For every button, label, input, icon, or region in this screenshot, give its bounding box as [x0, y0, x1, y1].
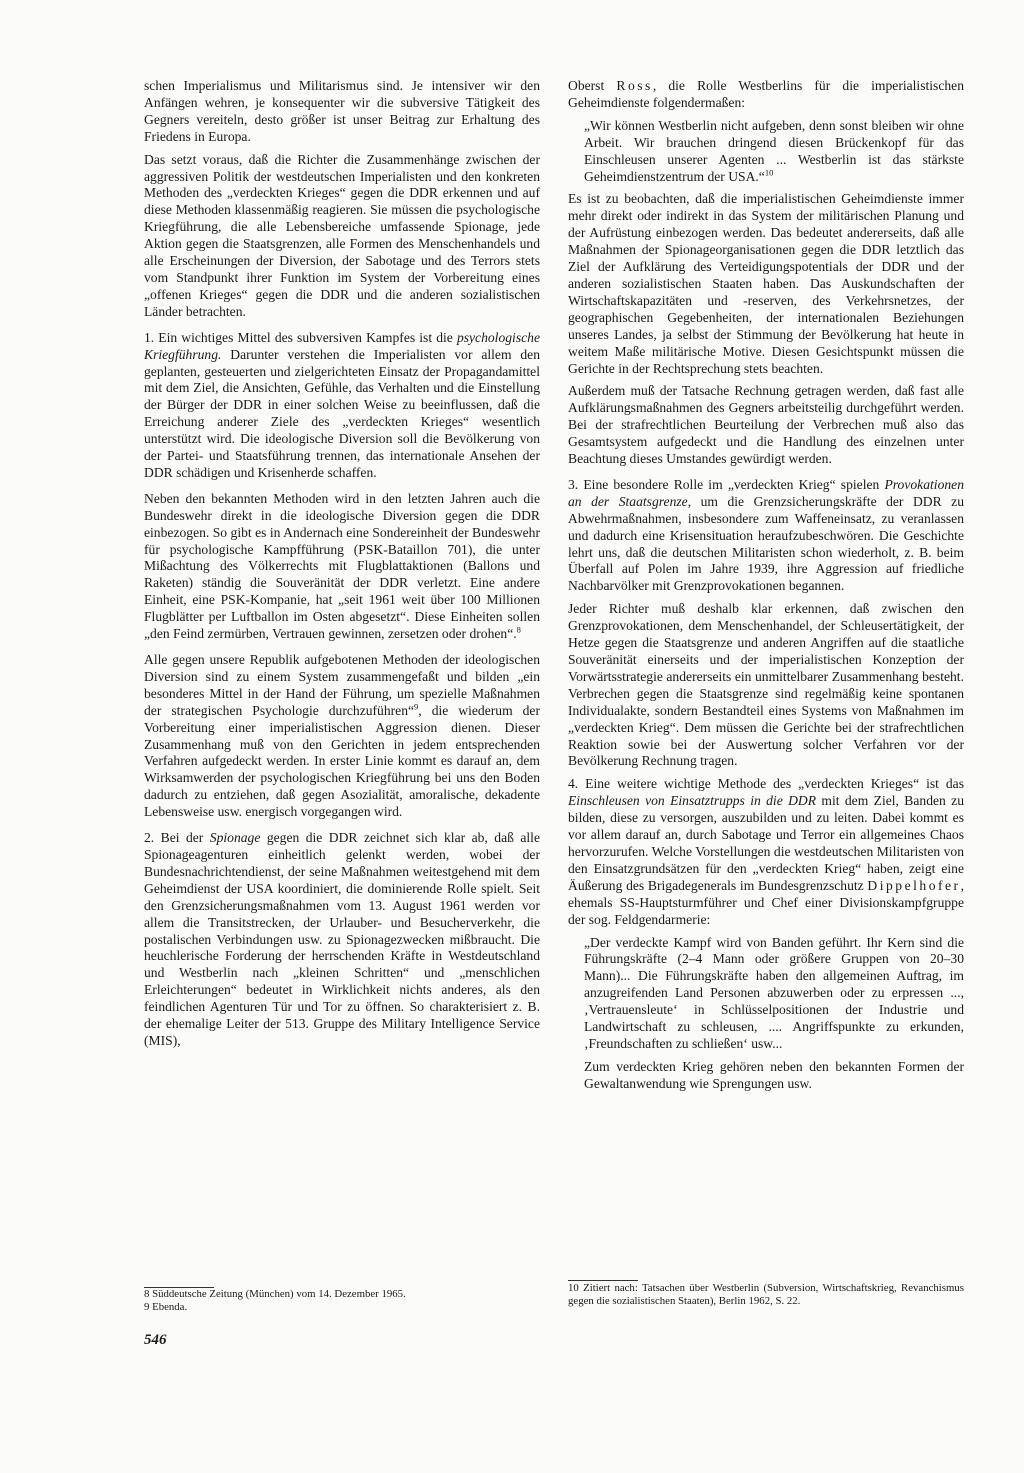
footnotes-right: [568, 1282, 964, 1307]
paragraph: Außerdem muß der Tatsache Rechnung getragen werden, daß fast alle Aufklärungsmaßnahmen des Gegners arbeitsteilig durchgeführt werden. Bei der strafrechtlichen Beurteilung der Verbrechen muß also das Gesamtsystem aufgedeckt und die Handlung des einzelnen unter Beachtung dieses Umstandes gewürdigt werden.: [568, 383, 964, 467]
text-run: Alle gegen unsere Republik aufgebotenen Methoden der ideologischen Diversion sind zu einem System zusammengefaßt und bilden „ein besonderes Mittel in der Hand der Führung, um spezielle Maßnahmen der strategischen Psychologie durchzuführen“: [144, 652, 540, 718]
left-column: [144, 78, 540, 1056]
italic-term: psychologische Kriegführung.: [144, 329, 540, 362]
page-number: 546: [144, 1332, 167, 1348]
paragraph-border-provocations: [568, 477, 964, 595]
text-run: 1. Ein wichtiges Mittel des subversiven Kampfes ist die: [144, 329, 457, 345]
paragraph: Das setzt voraus, daß die Richter die Zusammenhänge zwischen der aggressiven Politik der westdeutschen Imperialisten und den konkreten Methoden des „verdeckten Krieges“ gegen die DDR erkennen und auf diese Methoden klassenmäßig reagieren. Sie müssen die psychologische Kriegführung, die alle Lebensbereiche umfassende Spionage, jede Aktion gegen die Staatsgrenzen, alle Formen des Menschenhandels und alle Erscheinungen der Diversion, der Sabotage und des Terrors stets vom Standpunkt ihrer Funktion im System der Vorbereitung eines „offenen Krieges“ gegen die DDR und die anderen sozialistischen Länder betrachten.: [144, 151, 540, 319]
block-quote: „Der verdeckte Kampf wird von Banden geführt. Ihr Kern sind die Führungskräfte (2–4 Mann oder größere Gruppen von 20–30 Mann)... Die Führungskräfte haben den allgemeinen Auftrag, im anzugreifenden Land Personen abzuwerben oder zu erpressen ..., ‚Vertrauensleute‘ in Schlüsselpositionen der Industrie und Landwirtschaft zu schleusen, .... Angriffspunkte zu erkunden, ‚Freundschaften zu schließen‘ usw...: [584, 934, 964, 1051]
text-run: gegen die DDR zeichnet sich klar ab, daß alle Spionageagenturen einheitlich gelenkt werden, wobei der Bundesnachrichtendienst, der seine Maßnahmen weitestgehend mit dem Geheimdienst der USA koordiniert, die dominierende Rolle spielt. Seit den Grenzsicherungsmaßnahmen vom 13. August 1961 werden vor allem die Transitstrecken, der Urlauber- und Besucherverkehr, die postalischen Verbindungen usw. zu Spionagezwecken mißbraucht. Die heuchlerische Forderung der herrschenden Kräfte in Westdeutschland und Westberlin nach „kleinen Schritten“ und „menschlichen Erleichterungen“ bedeutet in Wirklichkeit nichts anderes, als den feindlichen Agenturen Tür und Tor zu öffnen. So charakterisiert z. B. der ehemalige Leiter der 513. Gruppe des Military Intelligence Service (MIS),: [144, 830, 540, 1048]
paragraph: schen Imperialismus und Militarismus sind. Je intensiver wir den Anfängen wehren, je konsequenter wir die subversive Tätigkeit des Gegners vereiteln, desto größer ist unser Beitrag zur Erhaltung des Friedens in Europa.: [144, 78, 540, 144]
paragraph: [144, 652, 540, 821]
spaced-name: Ross: [616, 78, 653, 93]
block-quote: Zum verdeckten Krieg gehören neben den bekannten Formen der Gewaltanwendung wie Sprengungen usw.: [584, 1058, 964, 1091]
text-run: , die wiederum der Vorbereitung einer imperialistischen Aggression dienen. Dieser Zusammenhang muß von den Gerichten in jedem entsprechenden Verfahren aufgedeckt werden. In erster Linie kommt es darauf an, dem Wirksamwerden der psychologischen Kriegführung bei uns den Boden dadurch zu entziehen, daß gegen Asozialität, amoralische, dekadente Lebensweise usw. energisch vorgegangen wird.: [144, 702, 540, 820]
paragraph-infiltration: [568, 776, 964, 928]
paragraph: Jeder Richter muß deshalb klar erkennen, daß zwischen den Grenzprovokationen, dem Menschenhandel, der Schleusertätigkeit, der Hetze gegen die Staatsgrenze und anderen Angriffen auf die staatliche Souveränität einerseits und der imperialistischen Konzeption der Vorwärtsstrategie andererseits ein unmittelbarer Zusammenhang besteht. Verbrechen gegen die Staatsgrenze sind regelmäßig keine spontanen Individualakte, sondern Bestandteil eines Systems von Maßnahmen im „verdeckten Krieg“. Dem müssen die Gerichte bei der strafrechtlichen Reaktion sowie bei der Auswertung solcher Verfahren vor der Bevölkerung Rechnung tragen.: [568, 601, 964, 769]
footnote-ref: 10: [764, 167, 774, 177]
right-column: [568, 78, 964, 1099]
paragraph: Es ist zu beobachten, daß die imperialistischen Geheimdienste immer mehr direkt oder indirekt in das System der militärischen Planung und der Aufrüstung einbezogen werden. Das bedeutet andererseits, daß alle Maßnahmen der Spionageorganisationen gegen die DDR letztlich das Ziel der Aufklärung des Verteidigungspotentials der DDR und der anderen sozialistischen Staaten haben. Das Auskundschaften der Wirtschaftskapazitäten und -reserven, des Verkehrsnetzes, der geographischen Gegebenheiten, der internationalen Beziehungen unseres Landes, ja selbst der Stimmung der Bevölkerung hat heute in weitem Maße militärische Motive. Diesen Gesichtspunkt müssen die Gerichte in der Rechtsprechung stets beachten.: [568, 191, 964, 376]
text-run: 3. Eine besondere Rolle im „verdeckten Krieg“ spielen: [568, 476, 885, 492]
italic-term: Provokationen an der Staatsgrenze: [568, 476, 964, 509]
footnote-ref: 9: [414, 701, 419, 712]
text-run: Oberst: [568, 78, 617, 93]
text-run: mit dem Ziel, Banden zu bilden, diese zu versorgen, auszubilden und zu leiten. Dabei kommt es vor allem darauf an, durch Sabotage und Terror ein allgemeines Chaos hervorzurufen. Welche Vorstellungen die westdeutschen Militaristen von den Einsatzgrundsätzen für den „verdeckten Krieg“ haben, zeigt eine Äußerung des Brigadegenerals im Bundesgrenzschutz: [568, 793, 965, 893]
text-run: Neben den bekannten Methoden wird in den letzten Jahren auch die Bundeswehr direkt in die ideologische Diversion gegen die DDR einbezogen. So gibt es in Andernach eine Sondereinheit der Bundeswehr für psychologische Kampfführung (PSK-Bataillon 701), die unter Mißachtung des Völkerrechts mit Flugblattaktionen (Ballons und Raketen) ständig die Souveränität der DDR verletzt. Eine andere Einheit, eine PSK-Kompanie, hat „seit 1961 weit über 100 Millionen Flugblätter per Luftballon im Osten abgesetzt“. Diese Einheiten sollen „den Feind zermürben, Vertrauen gewinnen, zersetzen oder drohen“.: [144, 490, 540, 642]
text-run: , ehemals SS-Hauptsturmführer und Chef einer Divisionskampfgruppe der sog. Feldgendarmerie:: [568, 877, 964, 927]
text-run: 4. Eine weitere wichtige Methode des „verdeckten Krieges“ ist das: [568, 776, 964, 792]
footnote: 10 Zitiert nach: Tatsachen über Westberlin (Subversion, Wirtschaftskrieg, Revanchismus gegen die sozialistischen Staaten), Berlin 1962, S. 22.: [568, 1282, 964, 1307]
italic-term: Einschleusen von Einsatztrupps in die DDR: [568, 793, 817, 809]
paragraph-psychological-warfare: [144, 330, 540, 482]
footnote: 9 Ebenda.: [144, 1300, 188, 1313]
text-run: , die Rolle Westberlins für die imperialistischen Geheimdienste folgendermaßen:: [568, 78, 964, 110]
footnote-divider: [568, 1280, 638, 1281]
block-quote: [584, 118, 964, 186]
spaced-name: Dippelhofer: [867, 877, 961, 893]
paragraph: [568, 78, 964, 112]
text-run: 2. Bei der: [144, 830, 210, 846]
text-run: , um die Grenzsicherungskräfte der DDR zu Abwehrmaßnahmen, insbesondere zum Waffeneinsatz, zu veranlassen und dadurch eine Krisensituation heraufzubeschwören. Die Geschichte lehrt uns, daß die deutschen Militaristen schon wiederholt, z. B. beim Überfall auf Polen im Jahre 1939, ihre Aggression auf friedliche Nachbarvölker mit Grenzprovokationen begannen.: [568, 493, 964, 594]
footnotes-left: [144, 1288, 540, 1313]
text-run: Darunter verstehen die Imperialisten vor allem den geplanten, gesteuerten und zielgerichteten Einsatz der Propagandamittel mit dem Ziel, die Ansichten, Gefühle, das Verhalten und die Einstellung der Bürger der DDR in einer solchen Weise zu beeinflussen, daß die Erreichung anderer Ziele des „verdeckten Krieges“ wesentlich unterstützt wird. Die ideologische Diversion soll die Bevölkerung von der Partei- und Staatsführung trennen, das internationale Ansehen der DDR schädigen und Krisenherde schaffen.: [144, 346, 540, 480]
footnote-ref: 8: [516, 624, 521, 635]
paragraph: [144, 491, 540, 643]
text-run: „Wir können Westberlin nicht aufgeben, denn sonst bleiben wir ohne Arbeit. Wir brauchen dringend diesen Brückenkopf für das Einschleusen unserer Agenten ... Westberlin ist das stärkste Geheimdienstzentrum der USA.“: [584, 117, 964, 184]
paragraph-espionage: [144, 830, 540, 1050]
footnote: 8 Süddeutsche Zeitung (München) vom 14. Dezember 1965.: [144, 1288, 406, 1300]
italic-term: Spionage: [209, 830, 261, 846]
